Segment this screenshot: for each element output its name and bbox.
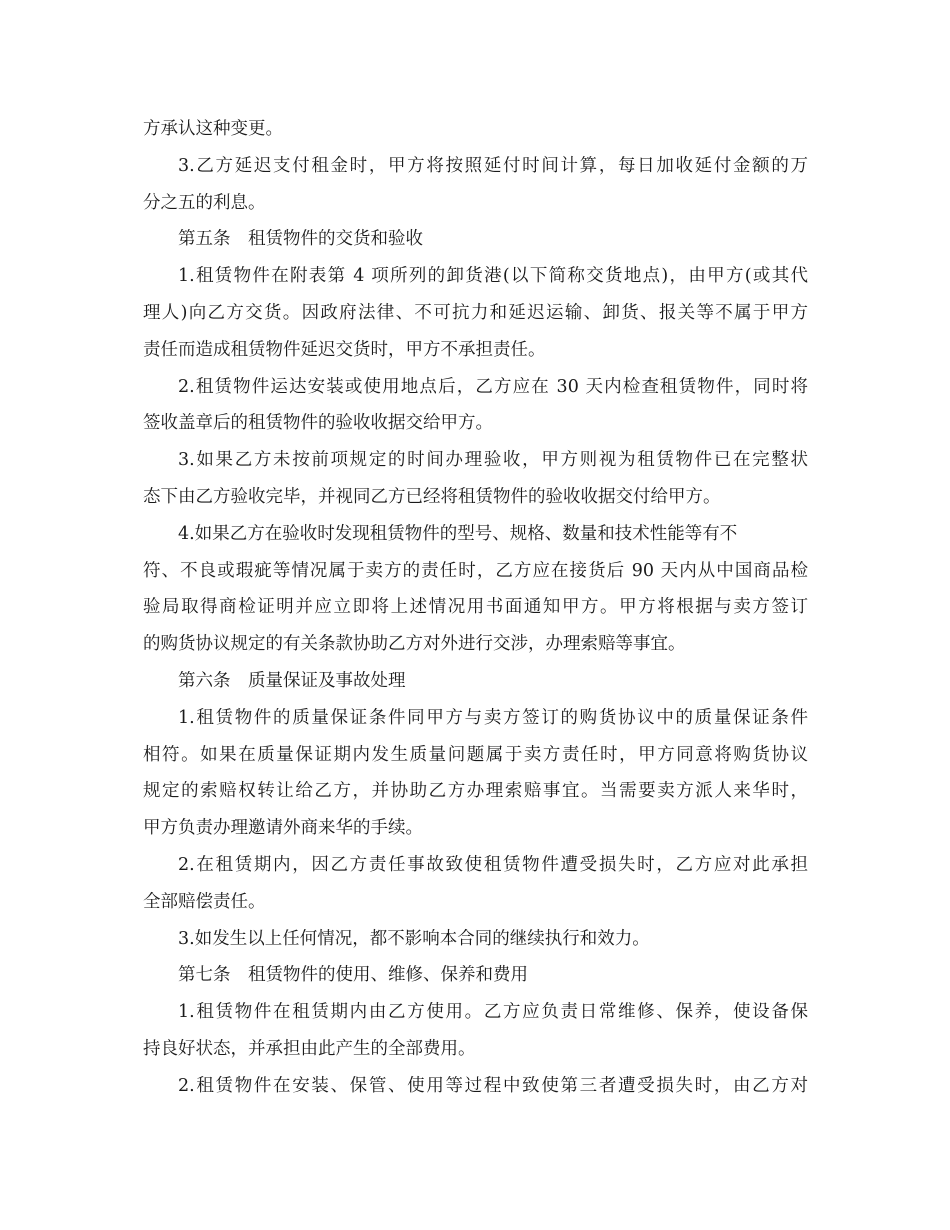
document-line: 验局取得商检证明并应立即将上述情况用书面通知甲方。甲方将根据与卖方签订 (143, 597, 808, 618)
document-line: 态下由乙方验收完毕，并视同乙方已经将租赁物件的验收收据交付给甲方。 (143, 486, 721, 507)
document-line: 第五条 租赁物件的交货和验收 (178, 229, 423, 250)
document-line: 全部赔偿责任。 (143, 891, 266, 912)
document-line: 1.租赁物件在附表第 4 项所列的卸货港(以下简称交货地点)，由甲方(或其代 (178, 266, 808, 287)
document-line: 2.租赁物件运达安装或使用地点后，乙方应在 30 天内检查租赁物件，同时将 (178, 376, 808, 397)
document-line: 符、不良或瑕疵等情况属于卖方的责任时，乙方应在接货后 90 天内从中国商品检 (143, 560, 808, 581)
document-line: 持良好状态，并承担由此产生的全部费用。 (143, 1038, 476, 1059)
document-line: 方承认这种变更。 (143, 119, 283, 139)
document-line: 第七条 租赁物件的使用、维修、保养和费用 (178, 965, 528, 986)
document-line: 签收盖章后的租赁物件的验收收据交给甲方。 (143, 413, 493, 434)
document-line: 3.乙方延迟支付租金时，甲方将按照延付时间计算，每日加收延付金额的万 (178, 155, 808, 176)
document-line: 1.租赁物件在租赁期内由乙方使用。乙方应负责日常维修、保养，使设备保 (178, 1002, 808, 1023)
document-line: 3.如果乙方未按前项规定的时间办理验收，甲方则视为租赁物件已在完整状 (178, 450, 808, 471)
document-line: 4.如果乙方在验收时发现租赁物件的型号、规格、数量和技术性能等有不 (178, 523, 738, 544)
document-body (143, 111, 808, 1105)
document-line: 2.在租赁期内，因乙方责任事故致使租赁物件遭受损失时，乙方应对此承担 (178, 854, 808, 875)
document-line: 2.租赁物件在安装、保管、使用等过程中致使第三者遭受损失时，由乙方对 (178, 1075, 808, 1096)
document-line: 责任而造成租赁物件延迟交货时，甲方不承担责任。 (143, 339, 546, 360)
document-line: 的购货协议规定的有关条款协助乙方对外进行交涉，办理索赔等事宜。 (143, 634, 686, 655)
document-line: 理人)向乙方交货。因政府法律、不可抗力和延迟运输、卸货、报关等不属于甲方 (143, 302, 808, 323)
document-line: 3.如发生以上任何情况，都不影响本合同的继续执行和效力。 (178, 928, 650, 949)
document-line: 甲方负责办理邀请外商来华的手续。 (143, 818, 423, 839)
document-line: 第六条 质量保证及事故处理 (178, 670, 406, 691)
document-line: 1.租赁物件的质量保证条件同甲方与卖方签订的购货协议中的质量保证条件 (178, 707, 808, 728)
document-line: 分之五的利息。 (143, 192, 266, 213)
document-line: 规定的索赔权转让给乙方，并协助乙方办理索赔事宜。当需要卖方派人来华时， (143, 781, 808, 802)
document-line: 相符。如果在质量保证期内发生质量问题属于卖方责任时，甲方同意将购货协议 (143, 744, 808, 765)
